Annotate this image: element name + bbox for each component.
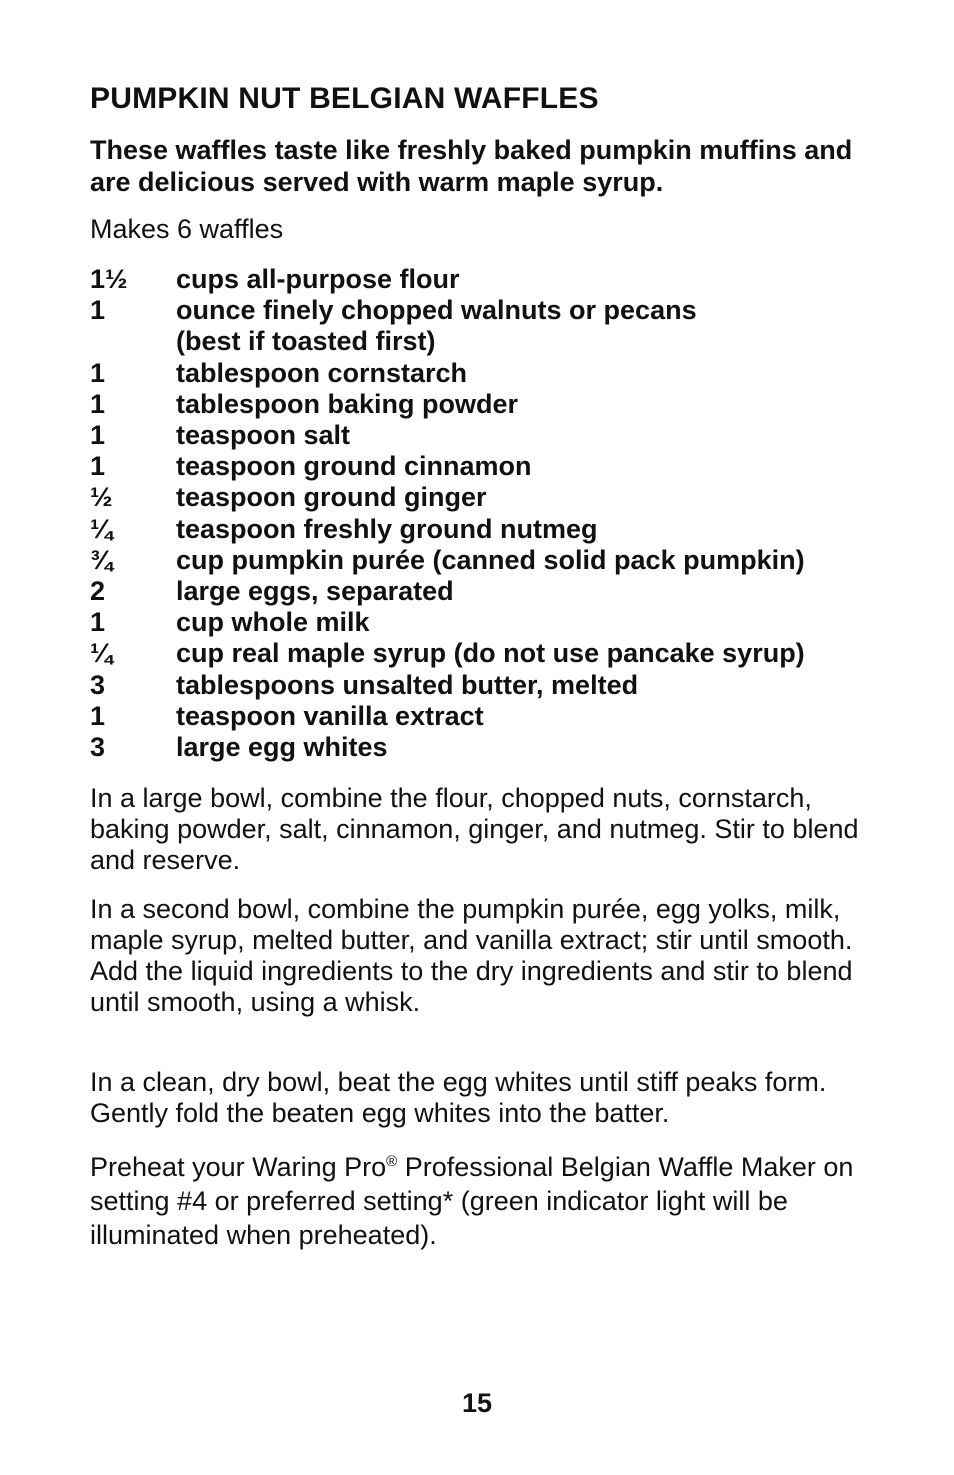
instruction-text: Preheat your Waring Pro	[90, 1152, 387, 1182]
instruction-paragraph	[90, 1150, 880, 1252]
recipe-intro: These waffles taste like freshly baked pumpkin muffins and are delicious served with warm maple syrup.	[90, 135, 853, 197]
ingredient-name: teaspoon ground cinnamon	[176, 451, 532, 482]
ingredient-name: teaspoon freshly ground nutmeg	[176, 513, 598, 544]
ingredient-quantity: 1	[90, 607, 106, 638]
ingredient-row	[90, 701, 890, 732]
instruction-paragraph: In a second bowl, combine the pumpkin purée, egg yolks, milk, maple syrup, melted butter, and vanilla extract; stir until smooth. Add the liquid ingredients to the dry ingredients and stir to blend until smooth, using a whisk.	[90, 894, 853, 1017]
ingredient-row	[90, 389, 890, 420]
ingredient-name: large egg whites	[176, 732, 388, 763]
page-number: 15	[461, 1388, 493, 1418]
ingredient-row	[90, 638, 890, 669]
ingredient-name: ounce finely chopped walnuts or pecans (best if toasted first)	[176, 295, 697, 357]
instruction-paragraph: In a large bowl, combine the flour, chopped nuts, cornstarch, baking powder, salt, cinnamon, ginger, and nutmeg. Stir to blend and reserve.	[90, 783, 859, 875]
ingredient-quantity: ¼	[90, 638, 113, 669]
ingredient-row	[90, 732, 890, 763]
ingredient-name: teaspoon ground ginger	[176, 482, 487, 513]
ingredient-quantity: 1½	[90, 264, 128, 294]
ingredient-quantity: 1	[90, 388, 106, 419]
ingredient-row	[90, 670, 890, 701]
ingredient-row	[90, 482, 890, 513]
recipe-title: PUMPKIN NUT BELGIAN WAFFLES	[90, 82, 599, 115]
registered-trademark-mark: ®	[386, 1153, 398, 1170]
ingredient-name: tablespoon baking powder	[176, 388, 519, 419]
ingredient-name: tablespoons unsalted butter, melted	[176, 669, 639, 700]
instruction-text: Professional Belgian Waffle Maker on setting #4 or preferred setting* (green indicator light will be illuminated when preheated).	[90, 1152, 854, 1250]
ingredient-name: cup pumpkin purée (canned solid pack pumpkin)	[176, 544, 805, 575]
ingredient-row	[90, 545, 890, 576]
ingredient-quantity: 3	[90, 732, 106, 763]
ingredient-name: large eggs, separated	[176, 576, 454, 607]
ingredient-quantity: ¾	[90, 544, 113, 575]
ingredient-quantity: 1	[90, 295, 106, 326]
ingredient-row	[90, 420, 890, 451]
ingredient-row	[90, 295, 890, 357]
ingredient-row	[90, 358, 890, 389]
ingredient-row	[90, 451, 890, 482]
ingredient-name: teaspoon vanilla extract	[176, 700, 484, 731]
ingredient-name: cup real maple syrup (do not use pancake syrup)	[176, 638, 805, 669]
ingredient-row	[90, 264, 890, 295]
ingredient-row	[90, 514, 890, 545]
ingredient-row	[90, 576, 890, 607]
ingredient-quantity: ½	[90, 482, 113, 513]
ingredient-quantity: 1	[90, 420, 106, 451]
ingredient-name: cup whole milk	[176, 607, 370, 638]
ingredient-quantity: 3	[90, 669, 106, 700]
recipe-yield: Makes 6 waffles	[90, 214, 284, 244]
ingredient-name: tablespoon cornstarch	[176, 357, 468, 388]
ingredient-name: teaspoon salt	[176, 420, 351, 451]
ingredient-list	[90, 264, 890, 763]
ingredient-quantity: 2	[90, 576, 106, 607]
ingredient-quantity: 1	[90, 357, 106, 388]
instruction-paragraph: In a clean, dry bowl, beat the egg whites until stiff peaks form. Gently fold the beaten egg whites into the batter.	[90, 1067, 827, 1128]
ingredient-quantity: ¼	[90, 513, 113, 544]
ingredient-row	[90, 607, 890, 638]
ingredient-name: cups all-purpose flour	[176, 264, 460, 294]
ingredient-quantity: 1	[90, 451, 106, 482]
ingredient-quantity: 1	[90, 700, 106, 731]
